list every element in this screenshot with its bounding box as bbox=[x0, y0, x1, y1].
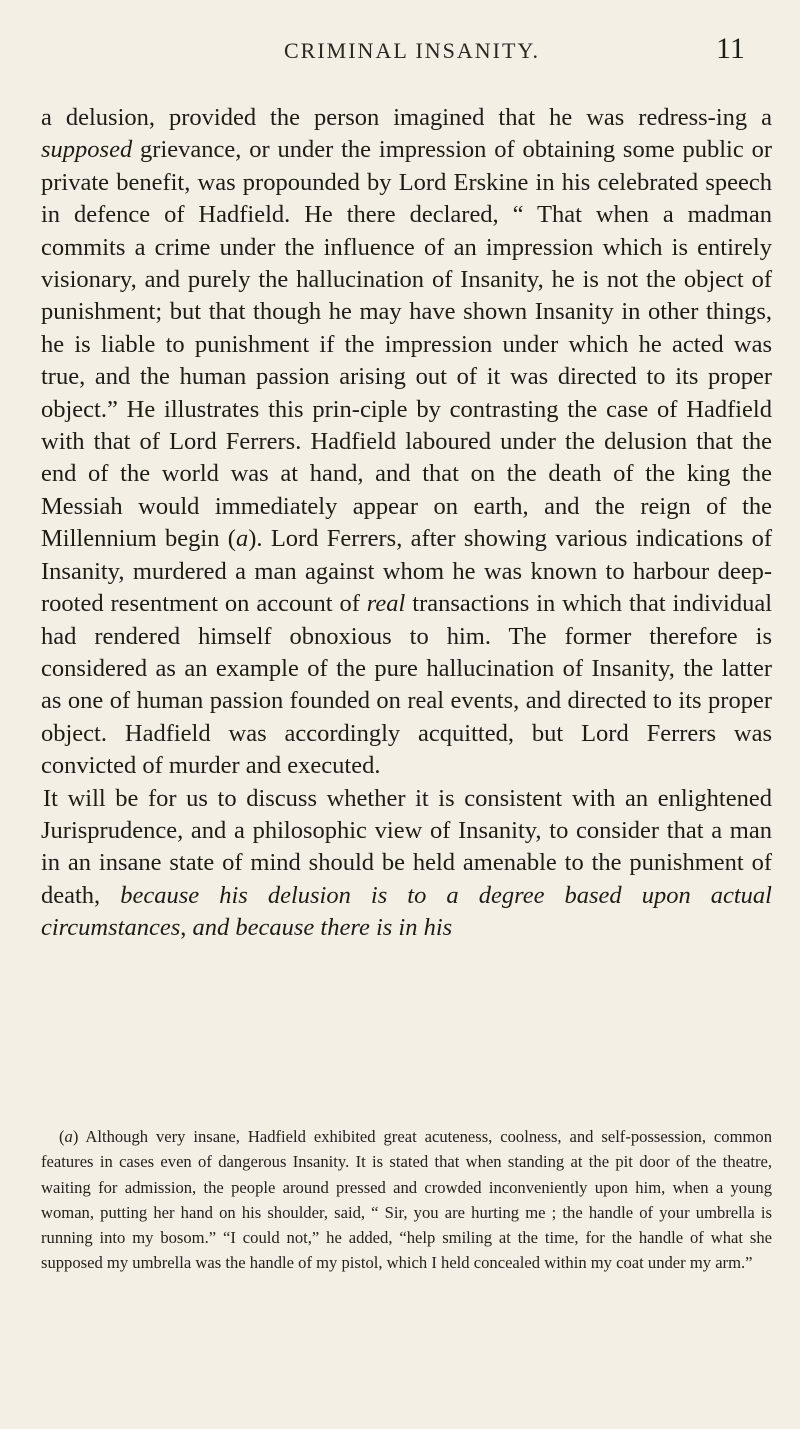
footnote-marker: a bbox=[235, 525, 249, 553]
italic-run: supposed bbox=[41, 136, 133, 164]
text-run: ( bbox=[59, 1127, 65, 1146]
text-run: , bbox=[180, 914, 193, 942]
text-run: It will be for us to discuss whether it is consistent with an enlightened Jurisprudence, and a philosophic view of Insanity, to consider that a man in an insane state of mind should be held amenable to the punishment of death, bbox=[41, 784, 772, 909]
footnote bbox=[41, 1124, 772, 1276]
body-paragraph bbox=[41, 783, 772, 945]
page-number: 11 bbox=[716, 32, 745, 65]
text-run: ). Lord Ferrers, after showing various indications of Insanity, murdered a man against whom he was known to harbour deep-rooted resentment on account of bbox=[41, 525, 772, 618]
italic-run: and because there is in his bbox=[192, 914, 453, 942]
body-text bbox=[41, 102, 772, 945]
running-head bbox=[0, 32, 800, 76]
running-title: CRIMINAL INSANITY. bbox=[284, 38, 540, 63]
text-run: a delusion, provided the person imagined that he was redress-ing a bbox=[41, 104, 772, 131]
italic-run: because his delusion is to a degree based upon actual circumstances bbox=[41, 881, 772, 942]
text-run: ) Although very insane, Hadfield exhibited great acuteness, coolness, and self-possession, common features in cases even of dangerous Insanity. It is stated that when standing at the pit door of the theatre, waiting for admission, the people around pressed and crowded inconveniently upon him, when a young woman, putting her hand on his shoulder, said, “ Sir, you are hurting me ; the handle of your umbrella is running into my bosom.” “I could not,” he added, “help smiling at the time, for the handle of what she supposed my umbrella was the handle of my pistol, which I held concealed within my coat under my arm.” bbox=[41, 1127, 772, 1273]
footnote-paragraph bbox=[41, 1124, 772, 1276]
italic-run: real bbox=[366, 590, 406, 618]
text-run: transactions in which that individual had rendered himself obnoxious to him. The former therefore is considered as an example of the pure hallucination of Insanity, the latter as one of human passion founded on real events, and directed to its proper object. Hadfield was accordingly acquitted, but Lord Ferrers was convicted of murder and executed. bbox=[41, 590, 772, 780]
body-paragraph bbox=[41, 102, 772, 783]
text-run: grievance, or under the impression of obtaining some public or private benefit, was propounded by Lord Erskine in his celebrated speech in defence of Hadfield. He there declared, “ That when a madman commits a crime under the influence of an impression which is entirely visionary, and purely the hallucination of Insanity, he is not the object of punishment; but that though he may have shown Insanity in other things, he is liable to punishment if the impression under which he acted was true, and the human passion arising out of it was directed to its proper object.” He illustrates this prin-ciple by contrasting the case of Hadfield with that of Lord Ferrers. Hadfield laboured under the delusion that the end of the world was at hand, and that on the death of the king the Messiah would immediately appear on earth, and the reign of the Millennium begin ( bbox=[41, 136, 772, 553]
footnote-label: a bbox=[64, 1127, 73, 1146]
